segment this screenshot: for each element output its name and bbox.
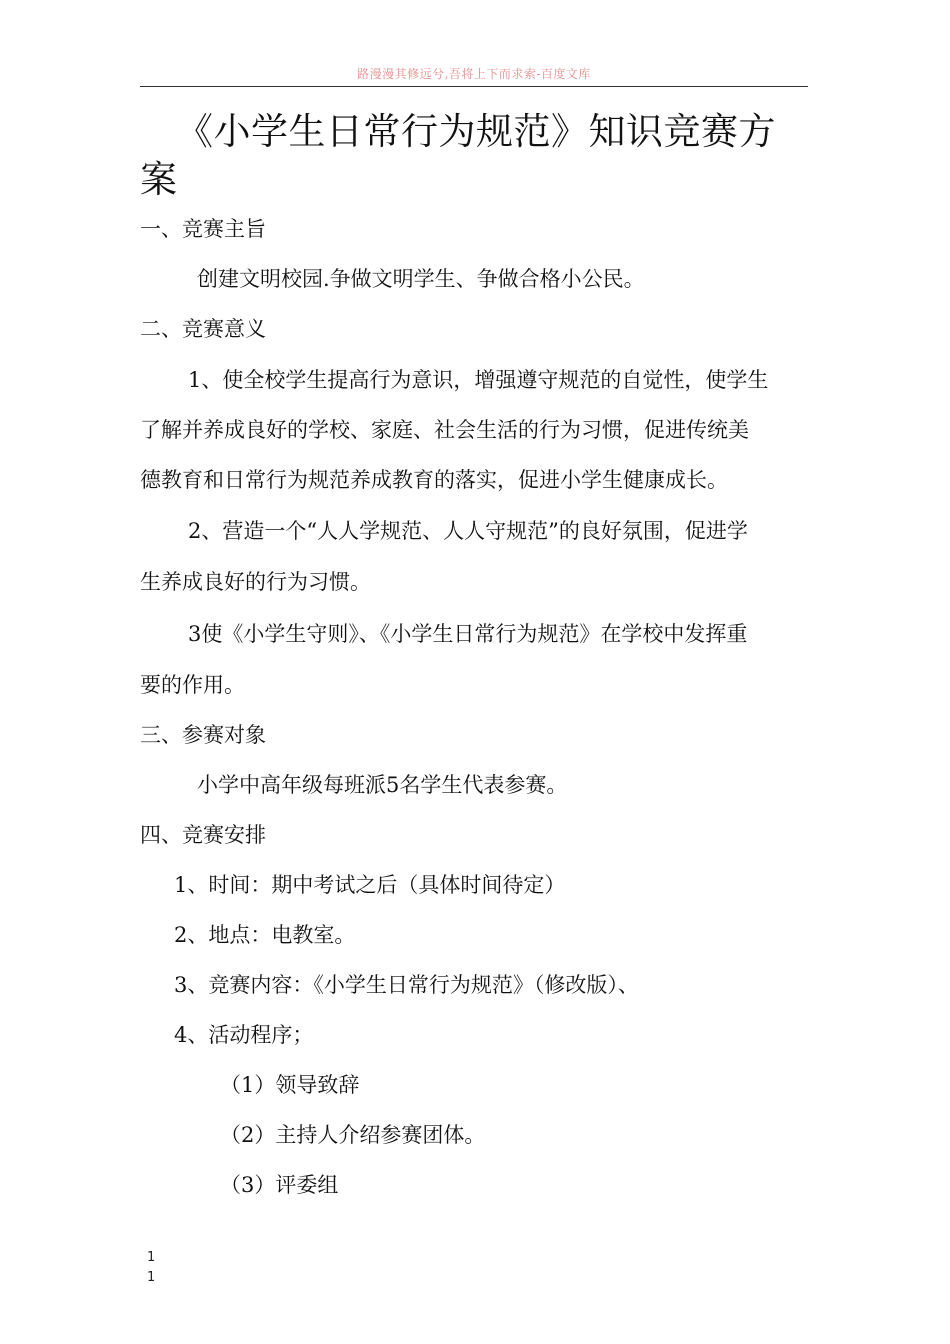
- list-item: 3、竞赛内容：《小学生日常行为规范》（修改版）、: [174, 973, 639, 997]
- list-item: 1、时间：期中考试之后（具体时间待定）: [174, 873, 566, 897]
- body-line: 1、使全校学生提高行为意识，增强遵守规范的自觉性，使学生: [188, 368, 769, 392]
- page-number-top: 1: [147, 1250, 156, 1265]
- page-number-bottom: 1: [147, 1270, 156, 1285]
- section-heading: 三、参赛对象: [140, 723, 266, 747]
- sub-list-item: （2）主持人介绍参赛团体。: [220, 1123, 486, 1147]
- body-line: 德教育和日常行为规范养成教育的落实，促进小学生健康成长。: [140, 468, 728, 492]
- body-line: 小学中高年级每班派5名学生代表参赛。: [197, 773, 568, 797]
- list-item: 4、活动程序；: [174, 1023, 314, 1047]
- document-title: 《小学生日常行为规范》知识竞赛方案: [140, 110, 776, 201]
- sub-list-item: （1）领导致辞: [220, 1073, 360, 1097]
- body-line: 了解并养成良好的学校、家庭、社会生活的行为习惯，促进传统美: [140, 418, 749, 442]
- header-divider: [140, 86, 808, 87]
- section-heading: 四、竞赛安排: [140, 823, 266, 847]
- body-line: 生养成良好的行为习惯。: [140, 570, 371, 594]
- body-line: 3使《小学生守则》、《小学生日常行为规范》在学校中发挥重: [188, 622, 748, 646]
- section-heading: 一、竞赛主旨: [140, 217, 266, 241]
- sub-list-item: （3）评委组: [220, 1173, 339, 1197]
- page-header-text: 路漫漫其修远兮,吾将上下而求索-百度文库: [357, 67, 591, 81]
- list-item: 2、地点：电教室。: [174, 923, 356, 947]
- body-line: 创建文明校园.争做文明学生、争做合格小公民。: [197, 267, 645, 291]
- body-line: 要的作用。: [140, 673, 245, 697]
- section-heading: 二、竞赛意义: [140, 317, 266, 341]
- body-line: 2、营造一个“人人学规范、人人守规范”的良好氛围，促进学: [188, 519, 748, 543]
